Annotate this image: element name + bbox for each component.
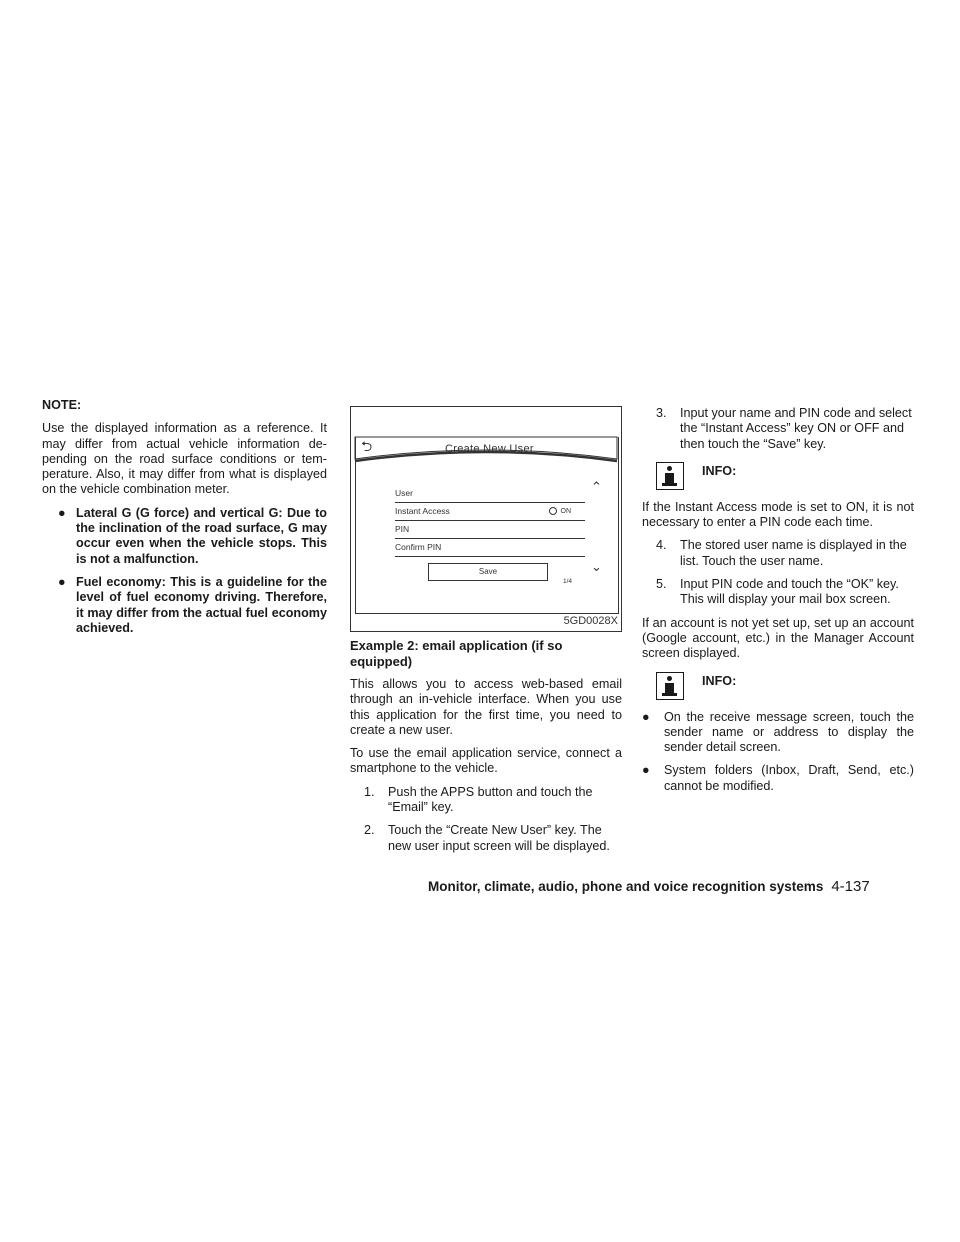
note-heading: NOTE: bbox=[42, 398, 82, 412]
save-key: Save bbox=[428, 563, 548, 581]
column-right bbox=[642, 406, 914, 802]
list-item-label: User bbox=[395, 487, 413, 498]
info-label: INFO: bbox=[702, 463, 737, 478]
radio-icon bbox=[549, 507, 557, 515]
column-left bbox=[42, 398, 327, 644]
paragraph: If the Instant Access mode is set to ON, it is not necessary to enter a PIN code each time. bbox=[642, 499, 914, 530]
info-icon bbox=[656, 672, 684, 700]
info-icon bbox=[656, 462, 684, 490]
step-text: Input your name and PIN code and select the “Instant Access” key ON or OFF and then touch the “Save” key. bbox=[680, 406, 912, 451]
step-number: 5. bbox=[656, 577, 667, 592]
bullet-icon: ● bbox=[58, 505, 66, 520]
section-heading: Example 2: email application (if so equipped) bbox=[350, 638, 563, 669]
figure-code: 5GD0028X bbox=[563, 614, 618, 627]
bullet-icon: ● bbox=[642, 709, 650, 724]
on-label: ON bbox=[560, 507, 571, 515]
list-item-label: PIN bbox=[395, 523, 410, 534]
bullet-item bbox=[42, 575, 327, 636]
step-text: Touch the “Create New User” key. The new user input screen will be displayed. bbox=[388, 823, 610, 853]
paragraph: If an account is not yet set up, set up an account (Google account, etc.) in the Manager Account screen displayed. bbox=[642, 615, 914, 661]
bullet-item bbox=[42, 506, 327, 567]
bullet-icon: ● bbox=[58, 574, 66, 589]
info-label: INFO: bbox=[702, 673, 737, 688]
info-block bbox=[642, 670, 914, 700]
step-item bbox=[642, 406, 914, 452]
step-item bbox=[642, 538, 914, 569]
list-item bbox=[395, 503, 585, 521]
back-arrow-icon: ⮌ bbox=[361, 438, 373, 454]
info-block bbox=[642, 460, 914, 490]
step-item bbox=[350, 785, 622, 816]
chevron-down-icon: ⌄ bbox=[591, 559, 602, 574]
section-title: Monitor, climate, audio, phone and voice recognition systems bbox=[428, 879, 824, 894]
step-item bbox=[350, 823, 622, 854]
bullet-text: Lateral G (G force) and vertical G: Due to the inclination of the road surface, G may occur even when the vehicle stops. This is not a malfunction. bbox=[76, 505, 327, 566]
step-number: 4. bbox=[656, 538, 667, 553]
step-number: 1. bbox=[364, 784, 375, 799]
create-new-user-figure bbox=[350, 406, 622, 632]
bullet-text: System folders (Inbox, Draft, Send, etc.) cannot be modified. bbox=[664, 763, 914, 793]
step-number: 3. bbox=[656, 406, 667, 420]
list-item bbox=[395, 521, 585, 539]
bullet-item bbox=[642, 710, 914, 756]
on-indicator bbox=[549, 504, 586, 519]
page-indicator: 1/4 bbox=[563, 578, 573, 585]
column-middle bbox=[350, 406, 622, 862]
step-item bbox=[642, 577, 914, 608]
bullet-text: Fuel economy: This is a guideline for the level of fuel economy driving. Therefore, it may differ from the actual fuel economy achieved. bbox=[76, 574, 327, 635]
bullet-text: On the receive message screen, touch the sender name or address to display the sender detail screen. bbox=[664, 709, 914, 755]
list-item bbox=[395, 485, 585, 503]
list-item bbox=[395, 539, 585, 557]
step-number: 2. bbox=[364, 823, 375, 838]
list-item-label: Instant Access bbox=[395, 505, 450, 516]
note-text: Use the displayed information as a reference. It may differ from actual vehicle information de-pending on the road surface conditions or tem-perature. Also, it may differ from what is displayed on the vehicle combination meter. bbox=[42, 421, 327, 497]
paragraph: This allows you to access web-based email through an in-vehicle interface. When you use this application for the first time, you need to create a new user. bbox=[350, 677, 622, 737]
figure-title: Create New User bbox=[445, 443, 534, 455]
bullet-item bbox=[642, 763, 914, 794]
chevron-up-icon: ⌃ bbox=[591, 479, 602, 494]
figure-list bbox=[395, 485, 585, 557]
step-text: Push the APPS button and touch the “Email” key. bbox=[388, 784, 593, 815]
paragraph: To use the email application service, connect a smartphone to the vehicle. bbox=[350, 746, 622, 776]
page-number: 4-137 bbox=[831, 878, 870, 895]
list-item-label: Confirm PIN bbox=[395, 541, 442, 552]
page-footer bbox=[428, 878, 870, 895]
bullet-icon: ● bbox=[642, 763, 650, 778]
step-text: The stored user name is displayed in the list. Touch the user name. bbox=[680, 538, 907, 568]
step-text: Input PIN code and touch the “OK” key. This will display your mail box screen. bbox=[680, 577, 899, 607]
